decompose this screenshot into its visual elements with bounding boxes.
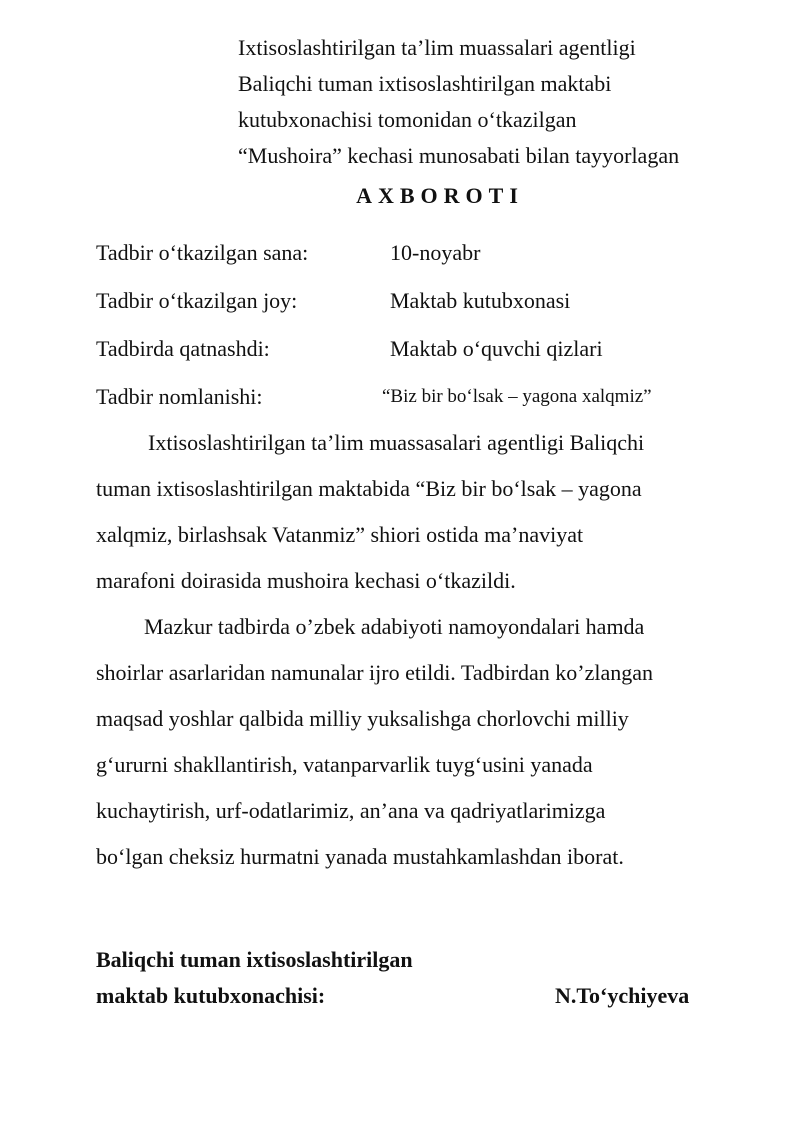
signature-position: Baliqchi tuman ixtisoslashtirilgan	[96, 947, 413, 972]
info-label: Tadbir o‘tkazilgan joy:	[96, 288, 298, 313]
info-value: 10-noyabr	[390, 240, 481, 265]
body-line: marafoni doirasida mushoira kechasi o‘tkazildi.	[96, 568, 516, 593]
body-line: shoirlar asarlaridan namunalar ijro etildi. Tadbirdan ko’zlangan	[96, 660, 654, 685]
signature-name: N.To‘ychiyeva	[555, 983, 690, 1008]
body-line: bo‘lgan cheksiz hurmatni yanada mustahkamlashdan iborat.	[96, 844, 624, 869]
header-block	[238, 30, 798, 174]
header-line: Ixtisoslashtirilgan ta’lim muassalari agentligi	[238, 35, 636, 60]
body-text	[96, 420, 786, 880]
body-line: Ixtisoslashtirilgan ta’lim muassasalari agentligi Baliqchi	[148, 430, 645, 455]
header-line: “Mushoira” kechasi munosabati bilan tayyorlagan	[238, 143, 680, 168]
event-info-table	[96, 235, 786, 427]
document-title: AXBOROTI	[356, 183, 524, 208]
info-value: Maktab kutubxonasi	[390, 288, 571, 313]
body-line: maqsad yoshlar qalbida milliy yuksalishga chorlovchi milliy	[96, 706, 629, 731]
info-label: Tadbir nomlanishi:	[96, 384, 263, 409]
info-value: Maktab o‘quvchi qizlari	[390, 336, 603, 361]
info-row-date	[96, 235, 786, 283]
signature-position: maktab kutubxonachisi:	[96, 983, 326, 1008]
info-row-participants	[96, 331, 786, 379]
signature-line	[96, 978, 736, 1014]
info-row-place	[96, 283, 786, 331]
header-line: kutubxonachisi tomonidan o‘tkazilgan	[238, 107, 577, 132]
info-value: “Biz bir bo‘lsak – yagona xalqmiz”	[382, 386, 652, 407]
body-line: tuman ixtisoslashtirilgan maktabida “Biz bir bo‘lsak – yagona	[96, 476, 642, 501]
body-line: Mazkur tadbirda o’zbek adabiyoti namoyondalari hamda	[144, 614, 645, 639]
body-line: kuchaytirish, urf-odatlarimiz, an’ana va qadriyatlarimizga	[96, 798, 606, 823]
info-label: Tadbirda qatnashdi:	[96, 336, 270, 361]
info-label: Tadbir o‘tkazilgan sana:	[96, 240, 309, 265]
body-line: xalqmiz, birlashsak Vatanmiz” shiori ostida ma’naviyat	[96, 522, 584, 547]
header-line: Baliqchi tuman ixtisoslashtirilgan maktabi	[238, 71, 612, 96]
signature-line	[96, 942, 736, 978]
signature-block	[96, 942, 736, 1014]
body-line: g‘ururni shakllantirish, vatanparvarlik tuyg‘usini yanada	[96, 752, 593, 777]
